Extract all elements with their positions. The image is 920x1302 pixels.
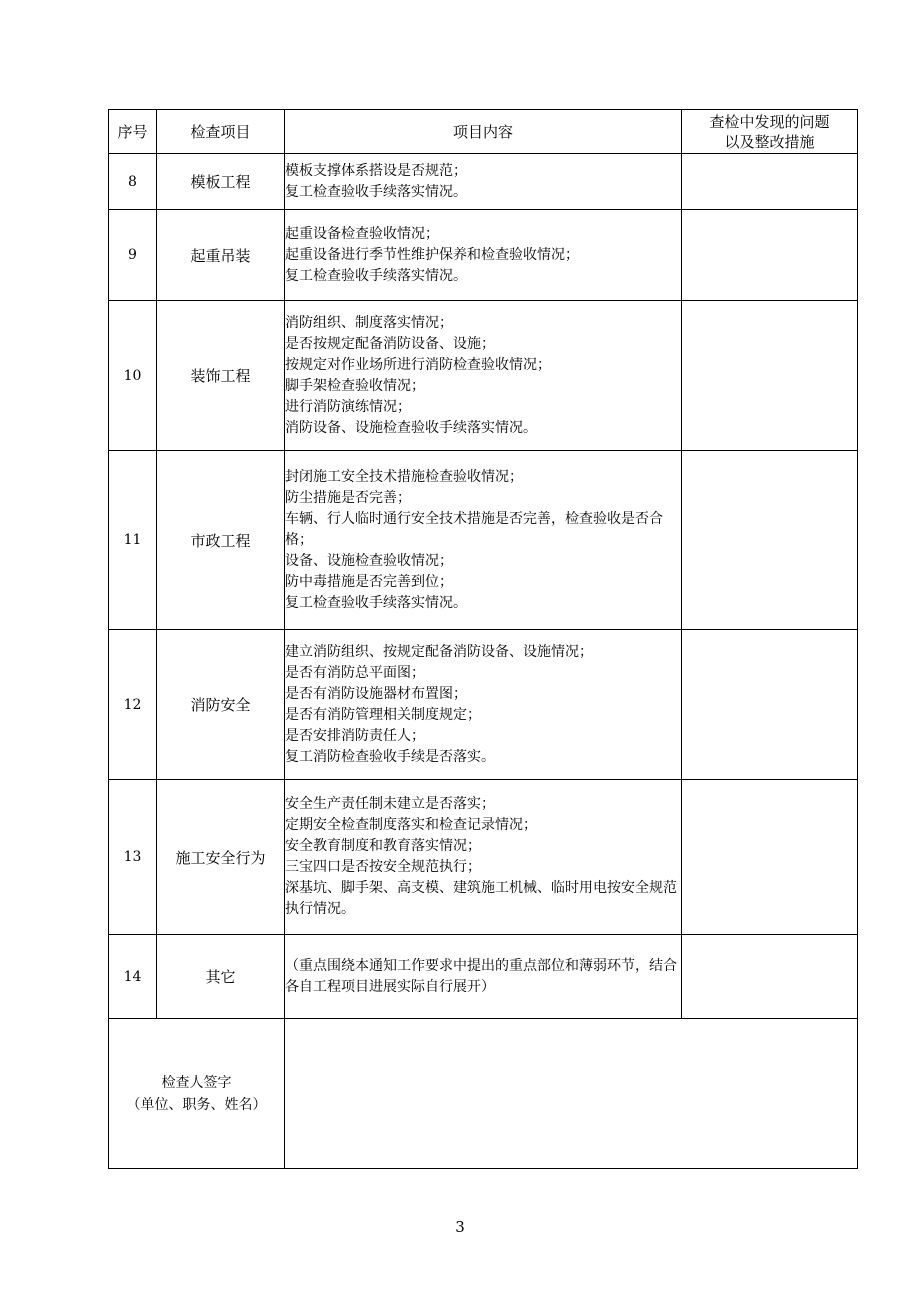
table-row xyxy=(109,210,858,301)
row-content xyxy=(285,780,682,935)
header-item: 检查项目 xyxy=(157,110,285,154)
row-issues-cell xyxy=(682,154,858,210)
table-row xyxy=(109,301,858,451)
content-line: 复工检查验收手续落实情况。 xyxy=(285,267,467,284)
row-item: 起重吊装 xyxy=(157,210,285,301)
content-line: 封闭施工安全技术措施检查验收情况； xyxy=(285,468,523,485)
row-issues-cell xyxy=(682,780,858,935)
content-line: 复工检查验收手续落实情况。 xyxy=(285,183,467,200)
row-seq: 9 xyxy=(109,210,157,301)
content-line: 防中毒措施是否完善到位； xyxy=(285,573,453,590)
row-seq: 11 xyxy=(109,451,157,630)
content-line: 是否有消防总平面图； xyxy=(285,664,425,681)
header-content: 项目内容 xyxy=(285,110,682,154)
signature-label-line2: （单位、职务、姓名） xyxy=(126,1096,267,1113)
row-issues-cell xyxy=(682,301,858,451)
signature-label xyxy=(109,1019,285,1169)
content-line: 安全生产责任制未建立是否落实； xyxy=(285,796,495,812)
page-number: 3 xyxy=(455,1218,465,1236)
content-line: 复工检查验收手续落实情况。 xyxy=(285,594,467,611)
content-line: 消防组织、制度落实情况； xyxy=(285,314,453,331)
content-line: 是否有消防设施器材布置图； xyxy=(285,685,467,702)
row-content xyxy=(285,451,682,630)
content-line: 车辆、行人临时通行安全技术措施是否完善，检查验收是否合格； xyxy=(285,510,663,548)
content-line: 是否安排消防责任人； xyxy=(285,727,425,744)
content-line: 按规定对作业场所进行消防检查验收情况； xyxy=(285,356,551,373)
row-item: 市政工程 xyxy=(157,451,285,630)
content-line: 进行消防演练情况； xyxy=(285,398,411,415)
row-content xyxy=(285,301,682,451)
content-line: 复工消防检查验收手续是否落实。 xyxy=(285,748,495,765)
row-seq: 12 xyxy=(109,630,157,780)
row-seq: 10 xyxy=(109,301,157,451)
row-item: 消防安全 xyxy=(157,630,285,780)
content-line: 是否有消防管理相关制度规定； xyxy=(285,706,481,723)
header-issues-line1: 查检中发现的问题 xyxy=(709,112,830,131)
content-line: 设备、设施检查验收情况； xyxy=(285,552,453,569)
row-item: 装饰工程 xyxy=(157,301,285,451)
row-issues-cell xyxy=(682,935,858,1019)
content-line: （重点围绕本通知工作要求中提出的重点部位和薄弱环节，结合各自工程项目进展实际自行展开） xyxy=(285,957,677,995)
content-line: 起重设备进行季节性维护保养和检查验收情况； xyxy=(285,246,579,263)
content-line: 深基坑、脚手架、高支模、建筑施工机械、临时用电按安全规范执行情况。 xyxy=(285,880,677,917)
row-content xyxy=(285,630,682,780)
content-line: 建立消防组织、按规定配备消防设备、设施情况； xyxy=(285,643,593,660)
row-issues-cell xyxy=(682,451,858,630)
table-row xyxy=(109,451,858,630)
header-issues-line2: 以及整改措施 xyxy=(724,132,815,151)
signature-label-line1: 检查人签字 xyxy=(161,1074,232,1091)
row-seq: 13 xyxy=(109,780,157,935)
inspection-table xyxy=(108,109,858,1169)
table-row xyxy=(109,780,858,935)
content-line: 是否按规定配备消防设备、设施； xyxy=(285,335,495,352)
table-row xyxy=(109,935,858,1019)
row-item: 施工安全行为 xyxy=(157,780,285,935)
content-line: 定期安全检查制度落实和检查记录情况； xyxy=(285,817,537,833)
header-issues xyxy=(682,110,858,154)
row-issues-cell xyxy=(682,630,858,780)
content-line: 三宝四口是否按安全规范执行； xyxy=(285,859,481,875)
content-line: 起重设备检查验收情况； xyxy=(285,225,439,242)
signature-row xyxy=(109,1019,858,1169)
signature-field[interactable] xyxy=(285,1019,858,1169)
table-row xyxy=(109,630,858,780)
row-content xyxy=(285,154,682,210)
row-content xyxy=(285,935,682,1019)
row-seq: 14 xyxy=(109,935,157,1019)
content-line: 安全教育制度和教育落实情况； xyxy=(285,838,481,854)
table-row xyxy=(109,154,858,210)
table-header-row xyxy=(109,110,858,154)
content-line: 模板支撑体系搭设是否规范； xyxy=(285,162,467,179)
row-content xyxy=(285,210,682,301)
header-seq: 序号 xyxy=(109,110,157,154)
row-issues-cell xyxy=(682,210,858,301)
row-seq: 8 xyxy=(109,154,157,210)
row-item: 其它 xyxy=(157,935,285,1019)
content-line: 防尘措施是否完善； xyxy=(285,489,411,506)
row-item: 模板工程 xyxy=(157,154,285,210)
content-line: 脚手架检查验收情况； xyxy=(285,377,425,394)
content-line: 消防设备、设施检查验收手续落实情况。 xyxy=(285,419,537,436)
